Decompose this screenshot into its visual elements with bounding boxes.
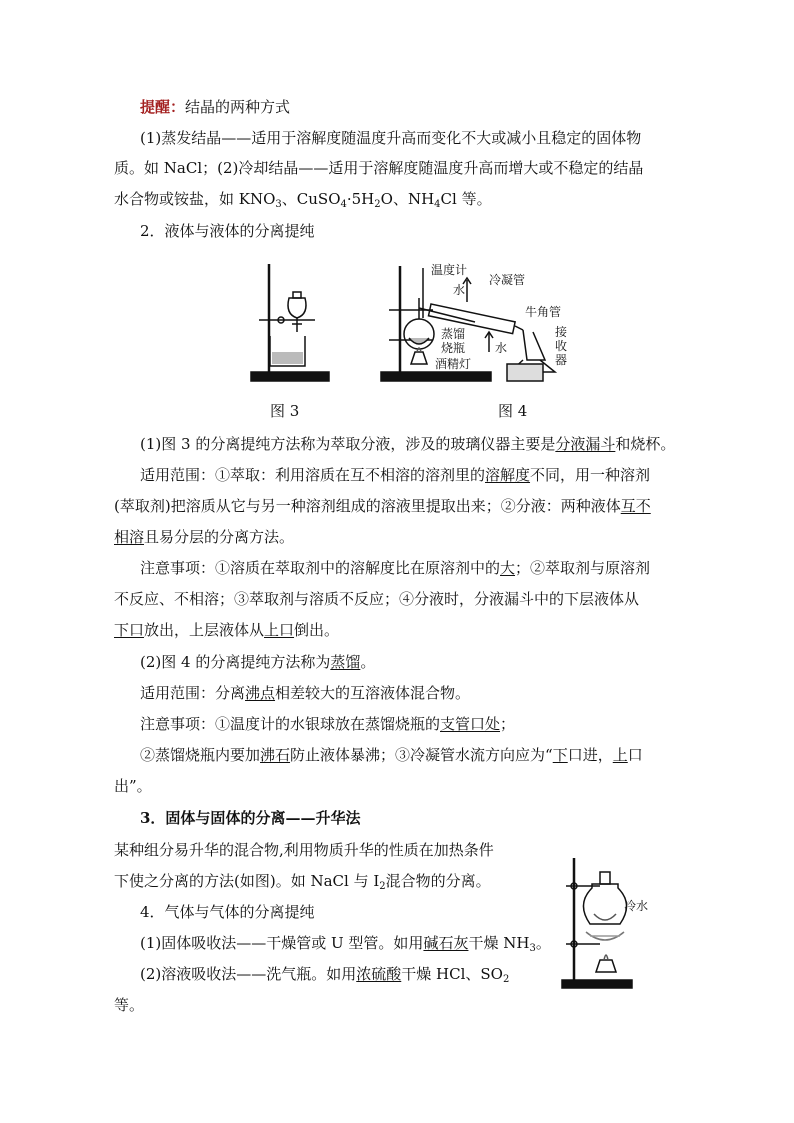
sec2-line-5	[140, 558, 650, 578]
receiver-label-3: 器	[555, 353, 568, 367]
crystallization-line-2	[114, 158, 643, 178]
sec3-line-2	[114, 871, 491, 891]
text-run: 等。	[114, 996, 145, 1014]
sec2-line-6	[114, 589, 639, 609]
text-run: 相差较大的互溶液体混合物。	[275, 684, 471, 702]
sec3-line-1	[114, 840, 494, 860]
answer-blank: 浓硫酸	[356, 965, 402, 983]
subscript: 4	[340, 199, 347, 210]
sec2-line-12	[114, 776, 152, 796]
sec2-line-7	[114, 620, 339, 640]
subscript: 2	[374, 199, 381, 210]
subscript: 2	[379, 881, 386, 892]
sec2-line-11	[140, 745, 643, 765]
text-run: 适用范围：①萃取：利用溶质在互不相溶的溶剂里的	[140, 466, 486, 484]
answer-blank: 大	[500, 559, 516, 577]
answer-blank: 上	[612, 746, 628, 764]
water-out-label: 水	[453, 283, 466, 297]
text-run: (2)溶液吸收法——洗气瓶。如用	[140, 965, 357, 983]
text-run: 混合物的分离。	[385, 872, 491, 890]
answer-blank: 碱石灰	[423, 934, 469, 952]
adapter-label: 牛角管	[525, 305, 562, 319]
section-3-title	[140, 808, 360, 828]
text-run: (萃取剂)把溶质从它与另一种溶剂组成的溶液里提取出来；②分液：两种液体	[114, 497, 621, 515]
text-run: (1)蒸发结晶——适用于溶解度随温度升高而变化不大或减小且稳定的固体物	[140, 129, 642, 147]
sec4-line-2	[140, 964, 509, 984]
cold-water-label: 冷水	[624, 899, 649, 913]
text-run: 。	[360, 653, 376, 671]
text-run: 且易分层的分离方法。	[144, 528, 295, 546]
text-run: O、NH	[380, 190, 435, 208]
condenser-label: 冷凝管	[489, 273, 526, 287]
figure-4-distillation	[375, 260, 575, 385]
text-run: 不反应、不相溶；③萃取剂与溶质不反应；④分液时，分液漏斗中的下层液体从	[114, 590, 640, 608]
answer-blank: 相溶	[114, 528, 145, 546]
reminder-line	[140, 97, 290, 117]
text-run: 4．气体与气体的分离提纯	[140, 903, 315, 921]
water-in-label: 水	[495, 341, 508, 355]
text-run: 干燥 NH	[468, 934, 530, 952]
crystallization-line-1	[140, 128, 641, 148]
text-run: 倒出。	[294, 621, 340, 639]
text-run: (1)固体吸收法——干燥管或 U 型管。如用	[140, 934, 424, 952]
thermometer-label: 温度计	[431, 263, 468, 277]
text-run: 口进，	[567, 746, 613, 764]
subscript: 3	[275, 199, 282, 210]
figure-sublimation	[560, 852, 685, 992]
text-run: 不同，用一种溶剂	[530, 466, 651, 484]
lamp-label: 酒精灯	[435, 357, 472, 371]
text-run: 干燥 HCl、SO	[401, 965, 503, 983]
sec4-line-1	[140, 933, 551, 953]
text-run: 、CuSO	[281, 190, 341, 208]
text-run: 。	[535, 934, 551, 952]
reminder-label: 提醒：	[140, 98, 186, 116]
sec2-line-8	[140, 652, 375, 672]
answer-blank: 分液漏斗	[555, 435, 616, 453]
text-run: (1)图 3 的分离提纯方法称为萃取分液，涉及的玻璃仪器主要是	[140, 435, 556, 453]
text-run: 出”。	[114, 777, 152, 795]
text-run: 质。如 NaCl；(2)冷却结晶——适用于溶解度随温度升高而增大或不稳定的结晶	[114, 159, 644, 177]
text-run: 适用范围：分离	[140, 684, 246, 702]
answer-blank: 溶解度	[485, 466, 531, 484]
sec4-line-3	[114, 995, 144, 1015]
receiver-label-1: 接	[555, 325, 568, 339]
section-4-title	[140, 902, 315, 922]
section-2-title	[140, 221, 315, 241]
sec2-line-1	[140, 434, 675, 454]
answer-blank: 下	[552, 746, 568, 764]
text-run: 2．液体与液体的分离提纯	[140, 222, 315, 240]
sec2-line-9	[140, 683, 470, 703]
answer-blank: 沸石	[260, 746, 291, 764]
text-run: 注意事项：①温度计的水银球放在蒸馏烧瓶的	[140, 715, 441, 733]
text-run: ；	[500, 715, 516, 733]
crystallization-line-3	[114, 189, 492, 209]
text-run: 3．固体与固体的分离——升华法	[140, 809, 361, 827]
answer-blank: 支管口处	[440, 715, 501, 733]
text-run: Cl 等。	[440, 190, 492, 208]
sec2-line-10	[140, 714, 515, 734]
text-run: ②蒸馏烧瓶内要加	[140, 746, 261, 764]
subscript: 4	[434, 199, 441, 210]
text-run: ；②萃取剂与原溶剂	[515, 559, 651, 577]
sec2-line-4	[114, 527, 294, 547]
figure-4-caption: 图 4	[498, 402, 528, 420]
answer-blank: 蒸馏	[330, 653, 361, 671]
answer-blank: 互不	[620, 497, 651, 515]
text-run: 口	[627, 746, 643, 764]
sec2-line-2	[140, 465, 650, 485]
text-run: 防止液体暴沸；③冷凝管水流方向应为“	[290, 746, 553, 764]
text-run: 下使之分离的方法(如图)。如 NaCl 与 I	[114, 872, 380, 890]
figure-3-caption: 图 3	[270, 402, 300, 420]
text-run: 水合物或铵盐，如 KNO	[114, 190, 276, 208]
text-run: 某种组分易升华的混合物,利用物质升华的性质在加热条件	[114, 841, 494, 859]
receiver-label-2: 收	[555, 339, 568, 353]
text-run: (2)图 4 的分离提纯方法称为	[140, 653, 331, 671]
text-run: 放出，上层液体从	[144, 621, 265, 639]
subscript: 2	[502, 974, 510, 985]
subscript: 3	[529, 943, 536, 954]
answer-blank: 上口	[264, 621, 295, 639]
text-run: 注意事项：①溶质在萃取剂中的溶解度比在原溶剂中的	[140, 559, 501, 577]
text-run: ·5H	[346, 190, 375, 208]
flask-label-2: 烧瓶	[441, 341, 466, 355]
text-run: 和烧杯。	[615, 435, 676, 453]
reminder-title: 结晶的两种方式	[185, 98, 291, 116]
sec2-line-3	[114, 496, 651, 516]
flask-label-1: 蒸馏	[441, 327, 466, 341]
figure-3-separatory-funnel	[245, 260, 335, 385]
answer-blank: 下口	[114, 621, 145, 639]
answer-blank: 沸点	[245, 684, 276, 702]
